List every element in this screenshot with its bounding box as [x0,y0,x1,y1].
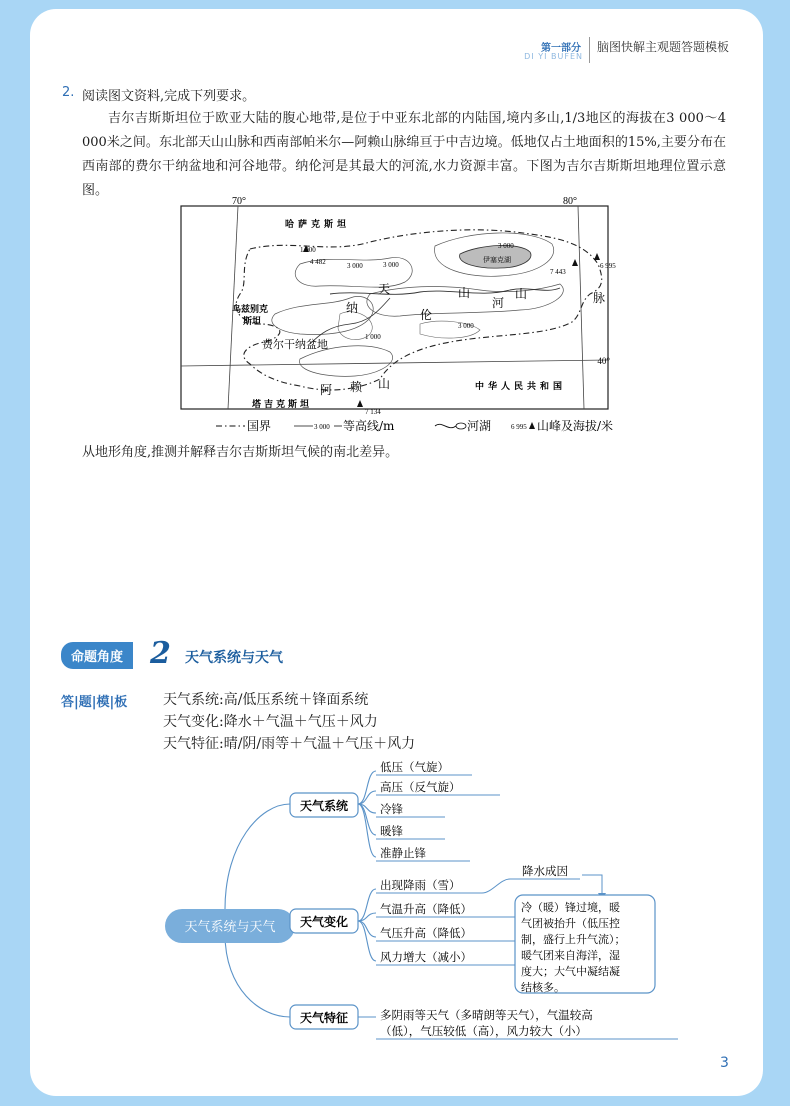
header-title: 脑图快解主观题答题模板 [596,40,729,54]
system-item: 高压（反气旋） [380,780,461,794]
cause-line: 制，盛行上升气流）； [521,933,626,946]
contour-label: 3 000 [347,262,363,270]
banner-number: 2 [150,636,171,671]
cause-label: 降水成因 [522,864,568,878]
peak-label-6995: 6 995 [600,262,616,270]
question-number: 2. [62,85,75,100]
template-lines [163,689,415,755]
template-line: 天气系统:高/低压系统＋锋面系统 [163,692,369,708]
branch-label-change: 天气变化 [299,915,349,929]
section-banner [61,636,283,671]
label-mai: 脉 [593,291,606,305]
mindmap [130,749,690,1049]
page-sheet [30,9,763,1096]
feature-line: 多阴雨等天气（多晴朗等天气），气温较高 [380,1008,593,1022]
peak-label-4482: 4 482 [310,258,326,266]
question-paragraph: 吉尔吉斯斯坦位于欧亚大陆的腹心地带,是位于中亚东北部的内陆国,境内多山,1/3地区的海拔在3 000～4 000米之间。东北部天山山脉和西南部帕米尔—阿赖山脉绵亘于中吉边境。低地仅占土地面积的15%,主要分布在西南部的费尔干纳盆地和河谷地带。纳伦河是其最大的河流,水力资源丰富。下图为吉尔吉斯斯坦地理位置示意图。 [82,111,726,198]
header-divider [589,37,590,63]
label-na: 纳 [346,301,359,315]
label-uzbekistan-2: 斯坦 [243,317,262,327]
label-lun: 伦 [420,308,433,322]
legend-river: 河湖 [467,419,492,433]
system-item: 冷锋 [380,802,403,816]
legend-contour-sample: 3 000 [314,423,330,431]
cause-line: 度大；大气中凝结凝 [521,965,620,978]
legend-peak-sample: 6 995 [511,423,527,431]
template-line: 天气特征:晴/阴/雨等＋气温＋气压＋风力 [163,736,416,752]
contour-label: 3 000 [458,322,474,330]
label-ferghana: 费尔干纳盆地 [262,338,328,351]
kyrgyzstan-map [180,194,616,434]
connector [358,921,376,961]
legend-border: 国界 [247,419,272,433]
label-alai-shan: 山 [378,377,391,391]
question-instruction: 阅读图文资料,完成下列要求。 [82,89,256,104]
legend-peak-symbol [529,422,535,429]
system-item: 准静止锋 [380,846,426,860]
contour-label: 3 000 [383,261,399,269]
label-china: 中华人民共和国 [475,382,567,392]
label-kazakhstan: 哈萨克斯坦 [285,220,351,230]
change-item: 出现降雨（雪） [380,878,461,892]
branch-label-system: 天气系统 [299,799,349,813]
contour-label: 1 000 [365,333,381,341]
label-he: 河 [492,296,505,310]
change-item: 风力增大（减小） [380,950,472,964]
connector [225,804,290,909]
label-tian: 天 [378,282,391,296]
legend-peak: 山峰及海拔/米 [537,419,614,433]
lat-40-label: 40° [597,356,610,366]
connector [358,791,376,804]
template-label: 答|题|模|板 [61,695,128,710]
banner-title: 天气系统与天气 [185,650,283,666]
banner-pill: 命题角度 [61,642,133,669]
change-item: 气温升高（降低） [380,902,472,916]
template-line: 天气变化:降水＋气温＋气压＋风力 [163,714,378,730]
legend-river-symbol [435,424,456,427]
feature-line: （低），气压较低（高），风力较大（小） [380,1024,587,1038]
cause-line: 冷（暖）锋过境，暖 [521,901,620,914]
system-item: 暖锋 [380,824,403,838]
peak-label-7134: 7 134 [365,408,381,416]
peak-label-7443: 7 443 [550,268,566,276]
header-section-pinyin: DI YI BUFEN [524,52,583,61]
label-uzbekistan-1: 乌兹别克 [232,305,269,315]
label-alai-a: 阿 [320,383,333,397]
label-shan2: 山 [515,287,528,301]
lon-70-label: 70° [232,196,246,207]
connector [358,771,376,804]
connector [358,921,376,937]
connector [225,934,290,1017]
change-item: 气压升高（降低） [380,926,472,940]
map-legend [216,418,613,433]
cause-line: 气团被抬升（低压控 [521,917,620,930]
cause-line: 结核多。 [521,981,565,994]
label-tajikistan: 塔吉克斯坦 [252,400,313,410]
branch-label-feature: 天气特征 [299,1011,349,1025]
page-number: 3 [720,1055,729,1071]
header-section: 第一部分 [541,43,581,54]
system-item: 低压（气旋） [380,760,449,774]
connector [358,804,376,857]
connector [358,889,376,921]
lon-80-label: 80° [563,196,577,207]
contour-label: 1 000 [300,246,316,254]
cause-line: 暖气团来自海洋，湿 [521,949,620,962]
label-shan: 山 [458,286,471,300]
root-label: 天气系统与天气 [184,920,276,935]
contour-label: 3 000 [498,242,514,250]
legend-contour: 等高线/m [343,419,395,433]
label-alai-lai: 赖 [350,380,363,394]
question-ask: 从地形角度,推测并解释吉尔吉斯斯坦气候的南北差异。 [82,445,399,460]
label-lake: 伊塞克湖 [483,256,511,264]
